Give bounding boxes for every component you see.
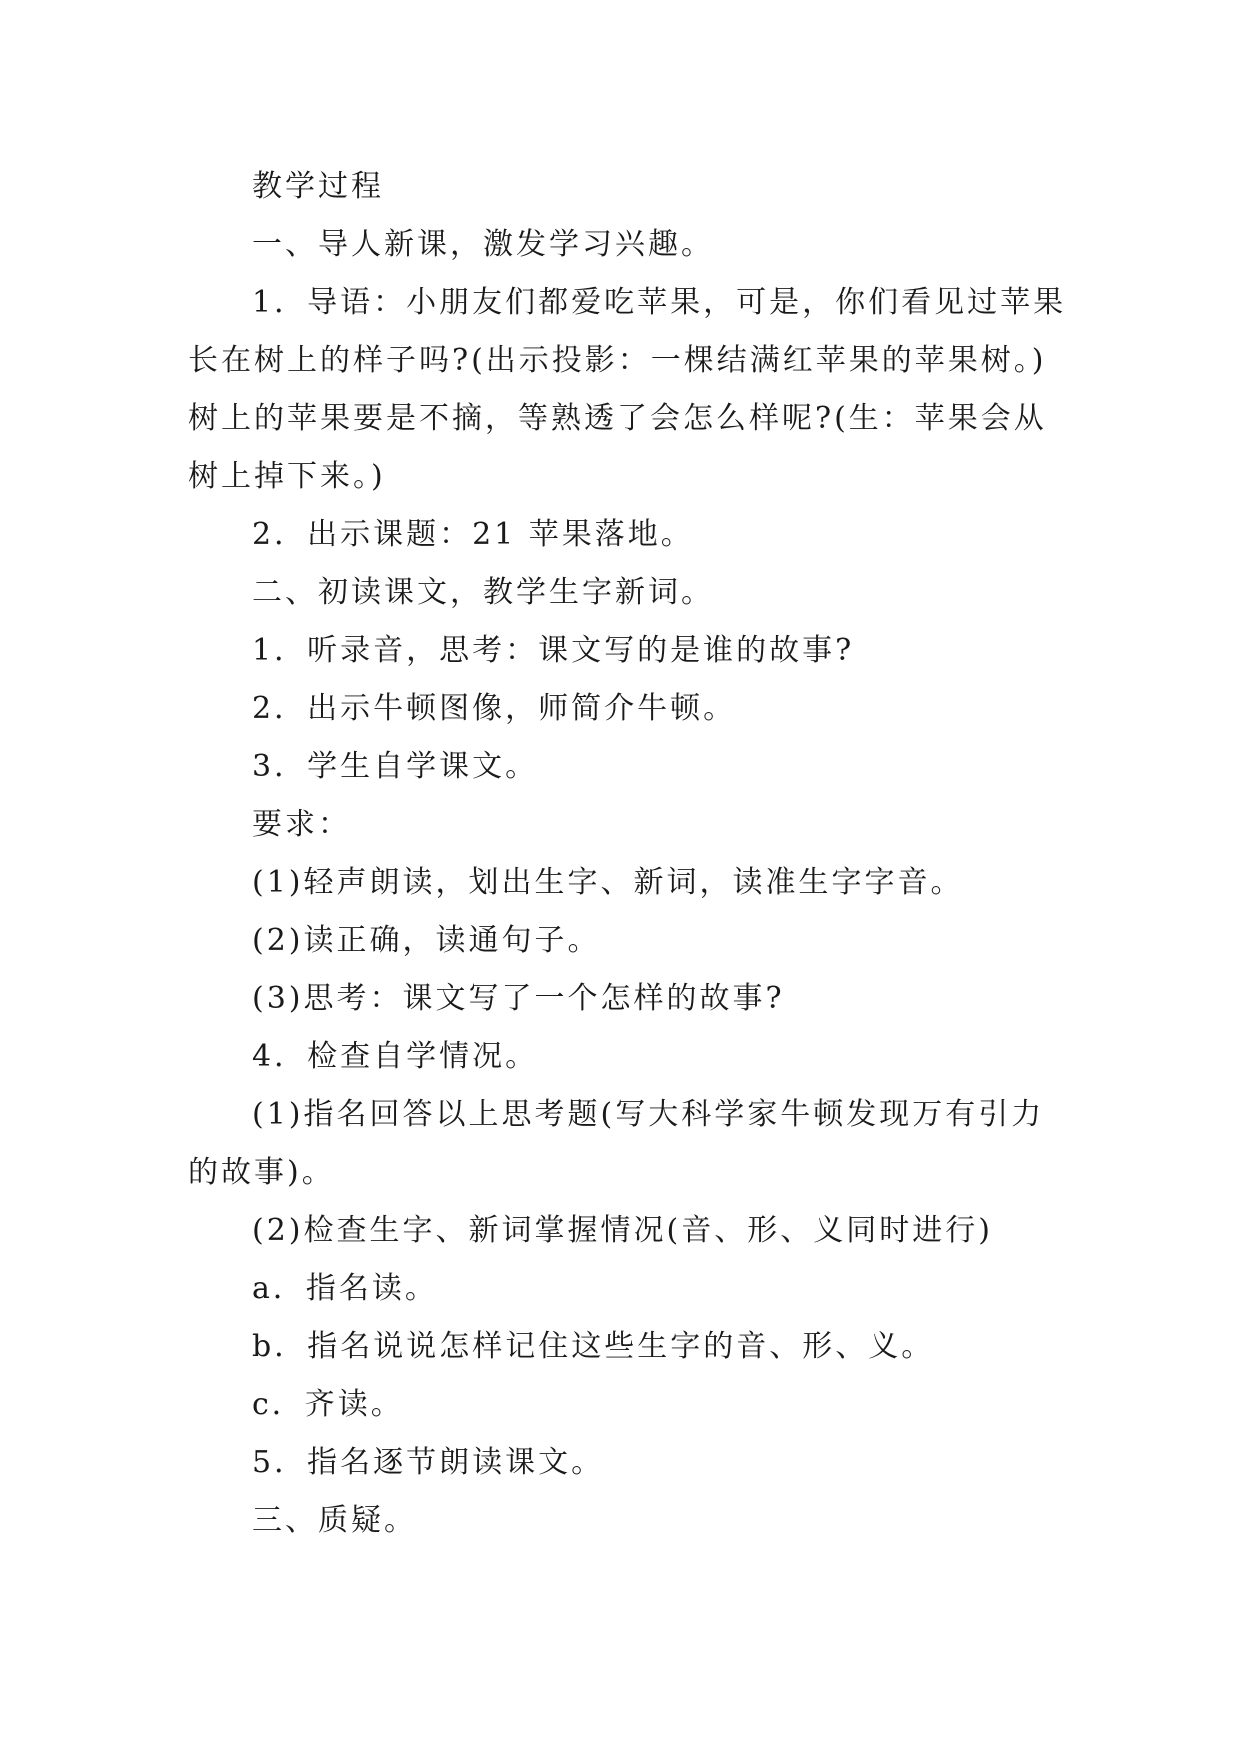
paragraph: b．指名说说怎样记住这些生字的音、形、义。: [252, 1329, 935, 1364]
paragraph: (2)读正确，读通句子。: [252, 923, 601, 958]
paragraph: (2)检查生字、新词掌握情况(音、形、义同时进行): [252, 1213, 993, 1248]
paragraph: 1．听录音，思考：课文写的是谁的故事?: [252, 633, 855, 668]
paragraph: (3)思考：课文写了一个怎样的故事?: [252, 981, 785, 1016]
paragraph: 1．导语：小朋友们都爱吃苹果，可是，你们看见过苹果长在树上的样子吗?(出示投影：一棵结满红苹果的苹果树。)树上的苹果要是不摘，等熟透了会怎么样呢?(生：苹果会从树上掉下来。): [188, 285, 1067, 494]
paragraph: 2．出示课题：21 苹果落地。: [252, 517, 694, 552]
paragraph: 二、初读课文，教学生字新词。: [252, 575, 714, 610]
paragraph: 2．出示牛顿图像，师简介牛顿。: [252, 691, 737, 726]
paragraph: 4．检查自学情况。: [252, 1039, 539, 1074]
paragraph: 5．指名逐节朗读课文。: [252, 1445, 605, 1480]
paragraph: 一、导人新课，激发学习兴趣。: [252, 227, 714, 262]
paragraph: 3．学生自学课文。: [252, 749, 539, 784]
paragraph: 要求：: [252, 807, 351, 842]
paragraph: (1)轻声朗读，划出生字、新词，读准生字字音。: [252, 865, 964, 900]
document-body: [188, 158, 1068, 1550]
paragraph: (1)指名回答以上思考题(写大科学家牛顿发现万有引力的故事)。: [188, 1097, 1045, 1190]
paragraph: a．指名读。: [252, 1271, 438, 1306]
paragraph: c．齐读。: [252, 1387, 404, 1422]
paragraph: 三、质疑。: [252, 1503, 417, 1538]
section-heading: 教学过程: [252, 169, 384, 204]
